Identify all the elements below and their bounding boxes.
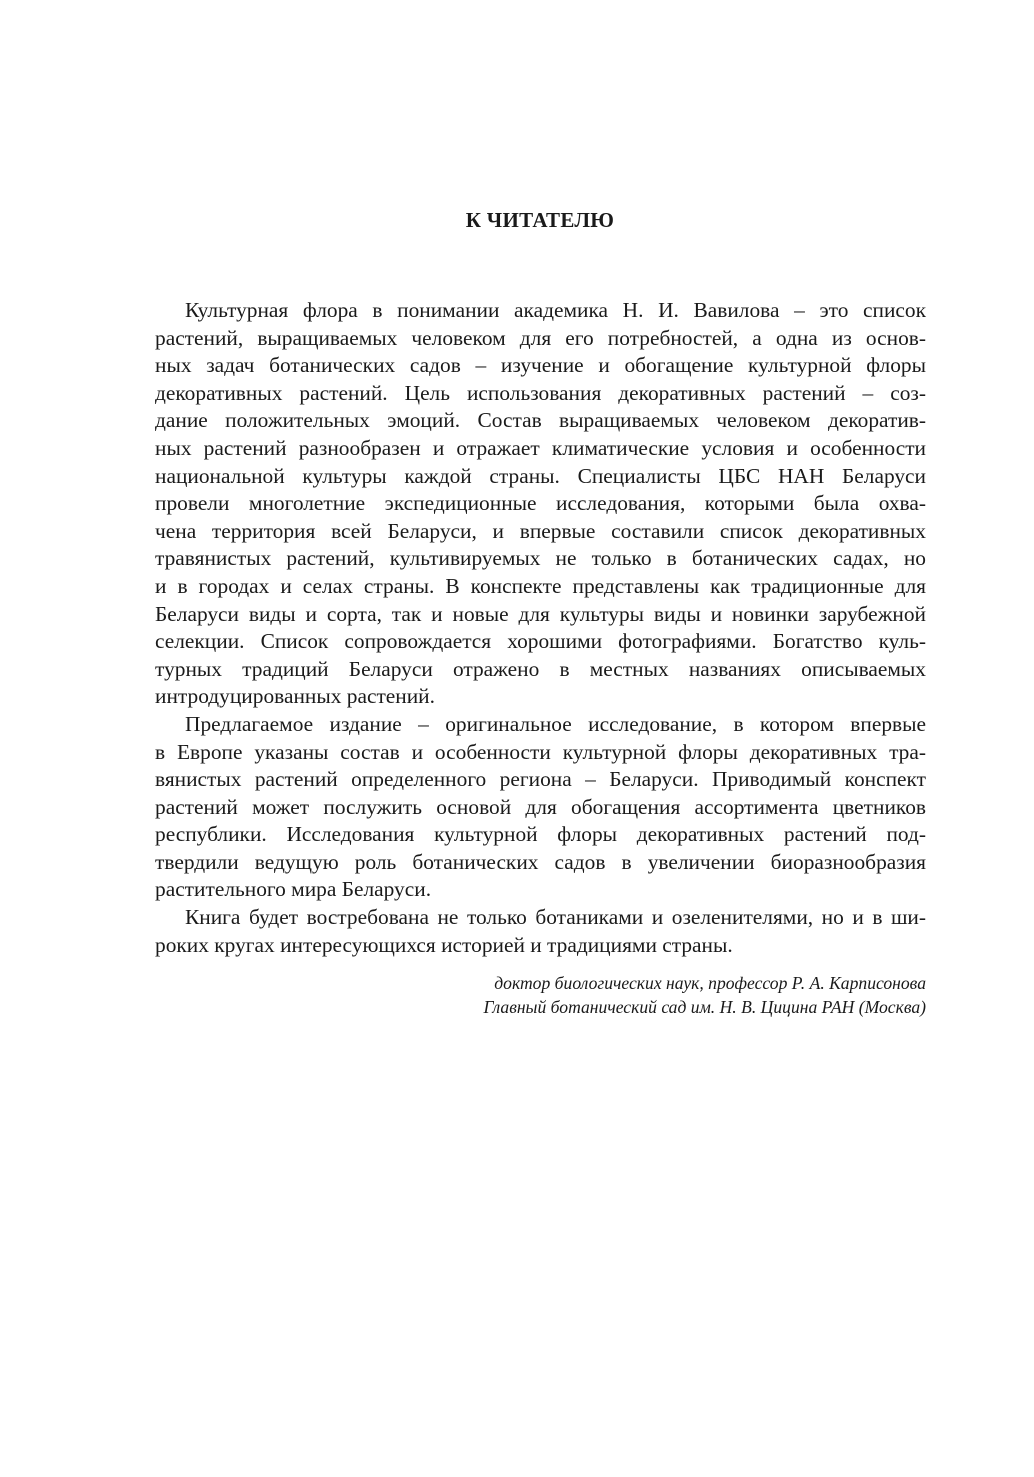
paragraph-2 (155, 711, 926, 904)
signature-author: доктор биологических наук, профессор Р. А. Карписонова (494, 973, 926, 993)
text-line: растений, выращиваемых человеком для его потребностей, а одна из основ- (155, 325, 926, 350)
text-line: провели многолетние экспедиционные исследования, которыми была охва- (155, 491, 926, 516)
text-line: растений может послужить основой для обогащения ассортимента цветников (155, 794, 926, 819)
text-line: растительного мира Беларуси. (155, 877, 432, 902)
paragraph-1 (155, 297, 926, 711)
text-line: травянистых растений, культивируемых не только в ботанических садах, но (155, 546, 926, 571)
text-line: селекции. Список сопровождается хорошими фотографиями. Богатство куль- (155, 629, 926, 654)
text-line: республики. Исследования культурной флоры декоративных растений под- (155, 822, 926, 847)
text-line: роких кругах интересующихся историей и традициями страны. (155, 932, 733, 957)
body-text (155, 297, 926, 959)
text-line: Культурная флора в понимании академика Н. И. Вавилова – это список (185, 298, 926, 322)
text-line: ных растений разнообразен и отражает климатические условия и особенности (155, 435, 926, 460)
text-line: в Европе указаны состав и особенности культурной флоры декоративных тра- (155, 739, 926, 764)
text-line: ных задач ботанических садов – изучение и обогащение культурной флоры (155, 353, 926, 378)
text-line: интродуцированных растений. (155, 684, 435, 709)
signature-block (155, 971, 926, 1019)
text-line: Беларуси виды и сорта, так и новые для культуры виды и новинки зарубежной (155, 601, 926, 626)
text-line: чена территория всей Беларуси, и впервые составили список декоративных (155, 518, 926, 543)
text-line: и в городах и селах страны. В конспекте представлены как традиционные для (155, 573, 926, 598)
signature-affiliation: Главный ботанический сад им. Н. В. Цицина РАН (Москва) (483, 997, 926, 1017)
text-line: декоративных растений. Цель использования декоративных растений – соз- (155, 380, 926, 405)
paragraph-3 (155, 904, 926, 959)
text-line: твердили ведущую роль ботанических садов в увеличении биоразнообразия (155, 849, 926, 874)
text-line: Книга будет востребована не только ботаниками и озеленителями, но и в ши- (185, 905, 926, 930)
page-heading: К ЧИТАТЕЛЮ (465, 208, 615, 232)
text-line: Предлагаемое издание – оригинальное исследование, в котором впервые (185, 711, 926, 736)
text-line: вянистых растений определенного региона – Беларуси. Приводимый конспект (155, 767, 926, 792)
text-line: дание положительных эмоций. Состав выращиваемых человеком декоратив- (155, 408, 926, 433)
text-line: турных традиций Беларуси отражено в местных названиях описываемых (155, 656, 926, 681)
text-line: национальной культуры каждой страны. Специалисты ЦБС НАН Беларуси (155, 463, 926, 488)
